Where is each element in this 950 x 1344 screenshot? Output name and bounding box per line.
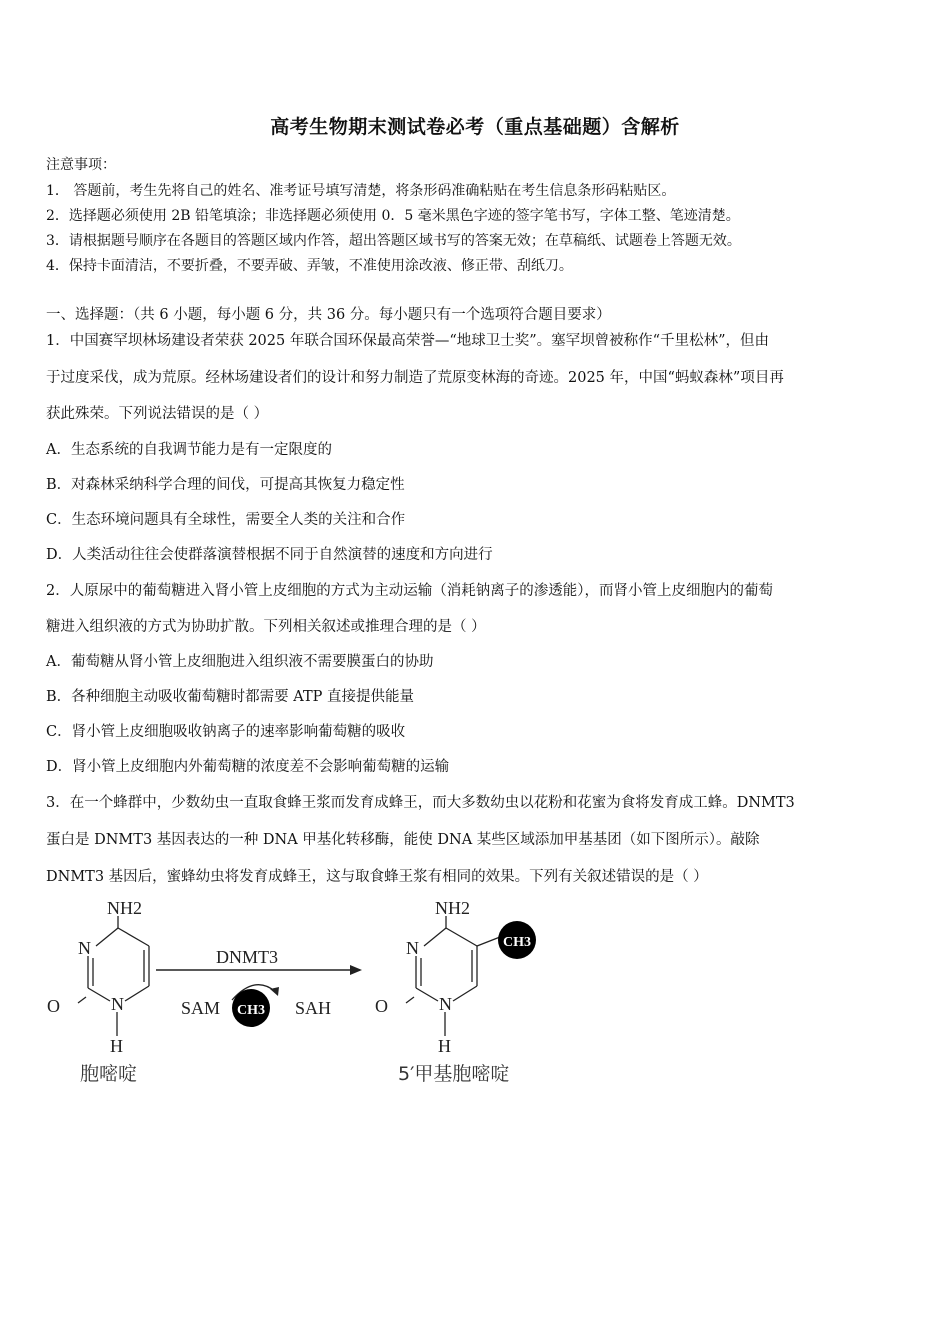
notes-heading: 注意事项： [46,157,116,173]
option-d: D．肾小管上皮细胞内外葡萄糖的浓度差不会影响葡萄糖的运输 [46,759,450,775]
question-text: 1．中国赛罕坝林场建设者荣获 2025 年联合国环保最高荣誉—“地球卫士奖”。塞罕坝曾被称作“千里松林”，但由 [46,333,769,349]
methylation-figure [0,890,620,1100]
notes-item: 4．保持卡面清洁，不要折叠，不要弄破、弄皱，不准使用涂改液、修正带、刮纸刀。 [46,258,573,274]
methylcytosine-caption: 5′甲基胞嘧啶 [398,1063,510,1085]
question-text: 2．人原尿中的葡萄糖进入肾小管上皮细胞的方式为主动运输（消耗钠离子的渗透能），而肾小管上皮细胞内的葡萄 [46,583,773,599]
option-b: B．各种细胞主动吸收葡萄糖时都需要 ATP 直接提供能量 [46,689,414,705]
cytosine-structure [78,916,149,1036]
n-label: N [78,938,91,958]
option-d: D．人类活动往往会使群落演替根据不同于自然演替的速度和方向进行 [46,547,493,563]
question-text: 蛋白是 DNMT3 基因表达的一种 DNA 甲基化转移酶，能使 DNA 某些区域添加甲基基团（如下图所示）。敲除 [46,832,760,848]
notes-item: 1． 答题前，考生先将自己的姓名、准考证号填写清楚，将条形码准确粘贴在考生信息条形码粘贴区。 [46,183,676,199]
nh2-label: NH2 [435,898,470,918]
cytosine-caption: 胞嘧啶 [80,1063,138,1085]
section-heading: 一、选择题：（共 6 小题，每小题 6 分，共 36 分。每小题只有一个选项符合题目要求） [46,307,611,323]
ch3-label: CH3 [237,1003,265,1018]
option-a: A．生态系统的自我调节能力是有一定限度的 [46,442,332,458]
question-text: 于过度采伐，成为荒原。经林场建设者们的设计和努力制造了荒原变林海的奇迹。2025 年，中国“蚂蚁森林”项目再 [46,370,784,386]
n1-label: N [111,994,124,1014]
option-b: B．对森林采纳科学合理的间伐，可提高其恢复力稳定性 [46,477,405,493]
question-text: DNMT3 基因后，蜜蜂幼虫将发育成蜂王，这与取食蜂王浆有相同的效果。下列有关叙述错误的是（ ） [46,869,708,885]
h-label: H [438,1036,451,1056]
notes-item: 2．选择题必须使用 2B 铅笔填涂；非选择题必须使用 0．5 毫米黑色字迹的签字笔书写，字体工整、笔迹清楚。 [46,208,740,224]
option-c: C．肾小管上皮细胞吸收钠离子的速率影响葡萄糖的吸收 [46,724,406,740]
question-text: 获此殊荣。下列说法错误的是（ ） [46,406,269,422]
sah-label: SAH [295,998,332,1018]
question-text: 糖进入组织液的方式为协助扩散。下列相关叙述或推理合理的是（ ） [46,619,486,635]
methylcytosine-structure [406,916,500,1036]
page-title: 高考生物期末测试卷必考（重点基础题）含解析 [270,116,680,138]
o-label: O [375,996,388,1016]
o-label: O [47,996,60,1016]
sam-label: SAM [181,998,221,1018]
n-label: N [406,938,419,958]
n1-label: N [439,994,452,1014]
option-c: C．生态环境问题具有全球性，需要全人类的关注和合作 [46,512,406,528]
ch3-label: CH3 [503,935,531,950]
enzyme-label: DNMT3 [216,947,278,967]
option-a: A．葡萄糖从肾小管上皮细胞进入组织液不需要膜蛋白的协助 [46,654,434,670]
h-label: H [110,1036,123,1056]
nh2-label: NH2 [107,898,142,918]
notes-item: 3．请根据题号顺序在各题目的答题区域内作答，超出答题区域书写的答案无效；在草稿纸、试题卷上答题无效。 [46,233,741,249]
question-text: 3．在一个蜂群中，少数幼虫一直取食蜂王浆而发育成蜂王，而大多数幼虫以花粉和花蜜为食将发育成工蜂。DNMT3 [46,795,795,811]
